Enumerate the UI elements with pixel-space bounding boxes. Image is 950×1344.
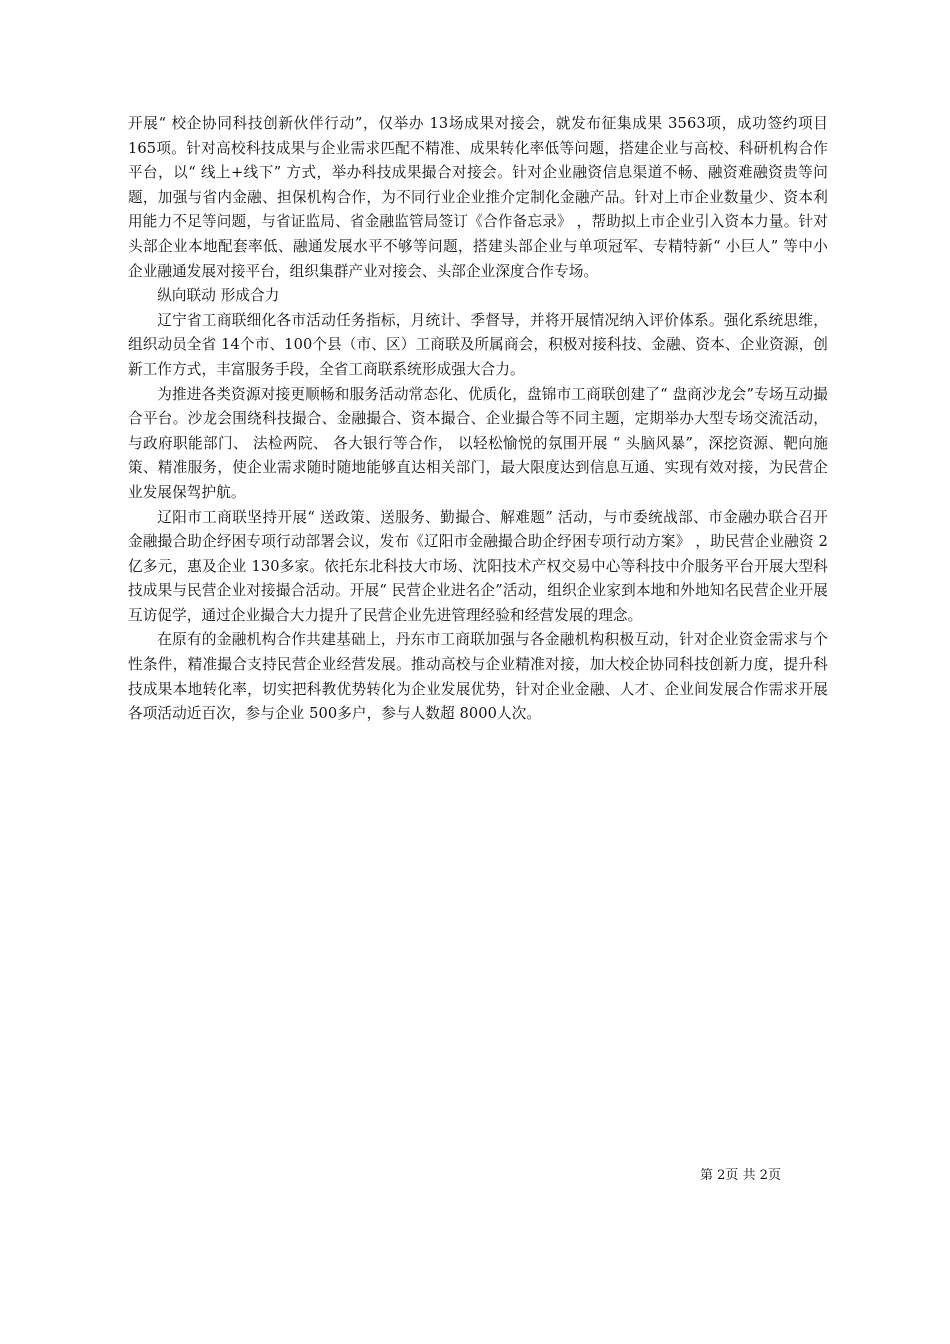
document-body	[128, 112, 828, 727]
paragraph-dandong: 在原有的金融机构合作共建基础上，丹东市工商联加强与各金融机构积极互动，针对企业资金需求与个性条件，精准撮合支持民营企业经营发展。推动高校与企业精准对接，加大校企协同科技创新力度，提升科技成果本地转化率，切实把科教优势转化为企业发展优势，针对企业金融、人才、企业间发展合作需求开展各项活动近百次，参与企业 500多户，参与人数超 8000人次。	[128, 631, 828, 723]
page-number-footer: 第 2页 共 2页	[700, 1168, 781, 1183]
paragraph-continuation: 开展“ 校企协同科技创新伙伴行动”，仅举办 13场成果对接会，就发布征集成果 3563项，成功签约项目 165项。针对高校科技成果与企业需求匹配不精准、成果转化率低等问题，搭建企业与高校、科研机构合作平台，以“ 线上+线下” 方式，举办科技成果撮合对接会。针对企业融资信息渠道不畅、融资难融资贵等问题，加强与省内金融、担保机构合作，为不同行业企业推介定制化金融产品。针对上市企业数量少、资本利用能力不足等问题，与省证监局、省金融监管局签订《合作备忘录》 ，帮助拟上市企业引入资本力量。针对头部企业本地配套率低、融通发展水平不够等问题，搭建头部企业与单项冠军、专精特新“ 小巨人” 等中小企业融通发展对接平台，组织集群产业对接会、头部企业深度合作专场。	[128, 115, 828, 280]
section-heading: 纵向联动 形成合力	[157, 287, 280, 305]
paragraph-liaoyang: 辽阳市工商联坚持开展“ 送政策、送服务、勤撮合、解难题” 活动，与市委统战部、市金融办联合召开金融撮合助企纾困专项行动部署会议，发布《辽阳市金融撮合助企纾困专项行动方案》 ，助民营企业融资 2亿多元，惠及企业 130多家。依托东北科技大市场、沈阳技术产权交易中心等科技中介服务平台开展大型科技成果与民营企业对接撮合活动。开展“ 民营企业进名企”活动，组织企业家到本地和外地知名民营企业开展互访促学，通过企业撮合大力提升了民营企业先进管理经验和经营发展的理念。	[128, 508, 828, 624]
paragraph-panjin: 为推进各类资源对接更顺畅和服务活动常态化、优质化，盘锦市工商联创建了“ 盘商沙龙会”专场互动撮合平台。沙龙会围绕科技撮合、金融撮合、资本撮合、企业撮合等不同主题，定期举办大型专场交流活动， 与政府职能部门、 法检两院、 各大银行等合作， 以轻松愉悦的氛围开展 “ 头脑风暴”，深挖资源、靶向施策、精准服务，使企业需求随时随地能够直达相关部门，最大限度达到信息互通、实现有效对接，为民营企业发展保驾护航。	[128, 385, 828, 501]
paragraph-liaoning: 辽宁省工商联细化各市活动任务指标，月统计、季督导，并将开展情况纳入评价体系。强化系统思维，组织动员全省 14个市、100个县（市、区）工商联及所属商会，积极对接科技、金融、资本、企业资源，创新工作方式，丰富服务手段，全省工商联系统形成强大合力。	[128, 311, 828, 378]
